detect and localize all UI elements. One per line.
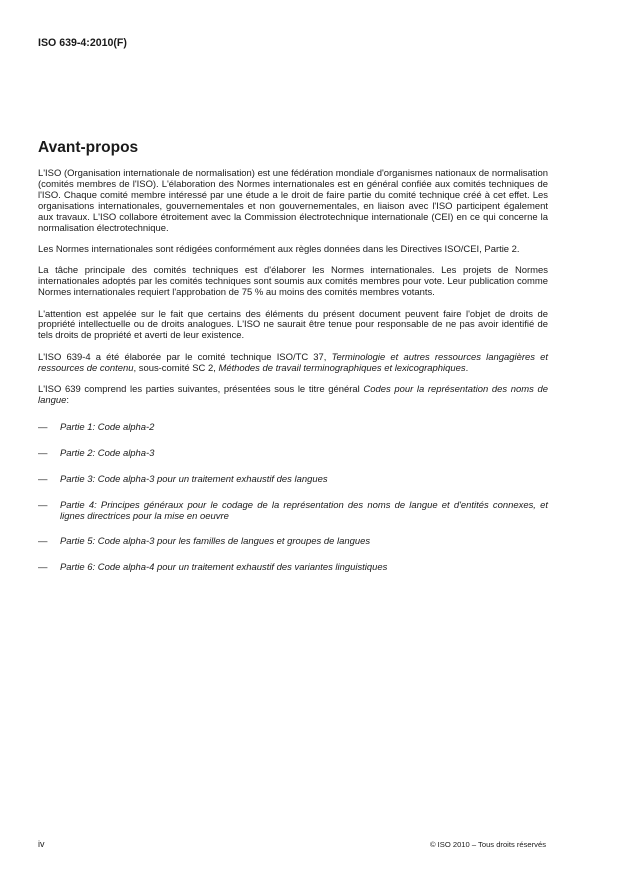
page-number: iv: [38, 839, 45, 849]
text-run: .: [465, 362, 469, 374]
em-dash-bullet: —: [38, 536, 48, 548]
text-run: L'ISO 639 comprend les parties suivantes, présentées sous le titre général: [38, 384, 364, 396]
text-run: , sous-comité SC 2,: [133, 362, 219, 374]
text-run: L'ISO 639-4 a été élaborée par le comité technique ISO/TC 37,: [38, 351, 332, 363]
list-item-text: Partie 1: Code alpha-2: [60, 421, 155, 433]
committee-title: Terminologie et autres ressources langagières et ressources de contenu: [38, 351, 548, 374]
list-item-part-4: [38, 501, 548, 523]
list-item-text: Partie 4: Principes généraux pour le codage de la représentation des noms de langue et d'entités connexes, et lignes directrices pour la mise en oeuvre: [60, 499, 548, 522]
text-run: :: [66, 395, 69, 406]
general-title: Codes pour la représentation des noms de langue: [38, 384, 549, 406]
list-item-part-5: [38, 537, 548, 548]
list-item-part-6: [38, 563, 548, 574]
em-dash-bullet: —: [38, 421, 48, 433]
paragraph-parts-intro: [38, 385, 548, 407]
subcommittee-title: Méthodes de travail terminographiques et lexicographiques: [218, 362, 466, 374]
copyright-notice: © ISO 2010 – Tous droits réservés: [429, 840, 546, 849]
parts-list: [38, 423, 548, 574]
list-item-part-2: [38, 449, 548, 460]
list-item-text: Partie 2: Code alpha-3: [60, 447, 155, 459]
paragraph-committee-origin: [38, 353, 548, 375]
list-item-text: Partie 5: Code alpha-3 pour les familles de langues et groupes de langues: [60, 536, 371, 548]
paragraph-patent-rights: L'attention est appelée sur le fait que certains des éléments du présent document peuvent faire l'objet de droits de propriété intellectuelle ou de droits analogues. L'ISO ne saurait être tenue pour responsable de ne pas avoir identifié de tels droits de propriété et averti de leur existence.: [38, 308, 548, 342]
list-item-part-3: [38, 475, 548, 486]
paragraph-directives: Les Normes internationales sont rédigées conformément aux règles données dans les Directives ISO/CEI, Partie 2.: [38, 243, 520, 255]
list-item-part-1: [38, 423, 548, 434]
list-item-text: Partie 6: Code alpha-4 pour un traitement exhaustif des variantes linguistiques: [60, 562, 388, 574]
document-body: [38, 138, 548, 589]
em-dash-bullet: —: [38, 447, 48, 459]
em-dash-bullet: —: [38, 499, 48, 511]
em-dash-bullet: —: [38, 562, 48, 574]
paragraph-technical-committees: La tâche principale des comités techniques est d'élaborer les Normes internationales. Les projets de Normes internationales adoptés par les comités techniques sont soumis aux comités membres pour vote. Leur publication comme Normes internationales requiert l'approbation de 75 % au moins des comités membres votants.: [38, 265, 548, 299]
document-identifier: ISO 639-4:2010(F): [38, 37, 127, 49]
list-item-text: Partie 3: Code alpha-3 pour un traitement exhaustif des langues: [60, 473, 328, 485]
em-dash-bullet: —: [38, 473, 48, 485]
section-title: Avant-propos: [38, 139, 139, 156]
paragraph-iso-organisation: L'ISO (Organisation internationale de normalisation) est une fédération mondiale d'organismes nationaux de normalisation (comités membres de l'ISO). L'élaboration des Normes internationales est en général confiée aux comités techniques de l'ISO. Chaque comité membre intéressé par une étude a le droit de faire partie du comité technique créé à cet effet. Les organisations internationales, gouvernementales et non gouvernementales, en liaison avec l'ISO participent également aux travaux. L'ISO collabore étroitement avec la Commission électrotechnique internationale (CEI) en ce qui concerne la normalisation électrotechnique.: [38, 168, 548, 234]
